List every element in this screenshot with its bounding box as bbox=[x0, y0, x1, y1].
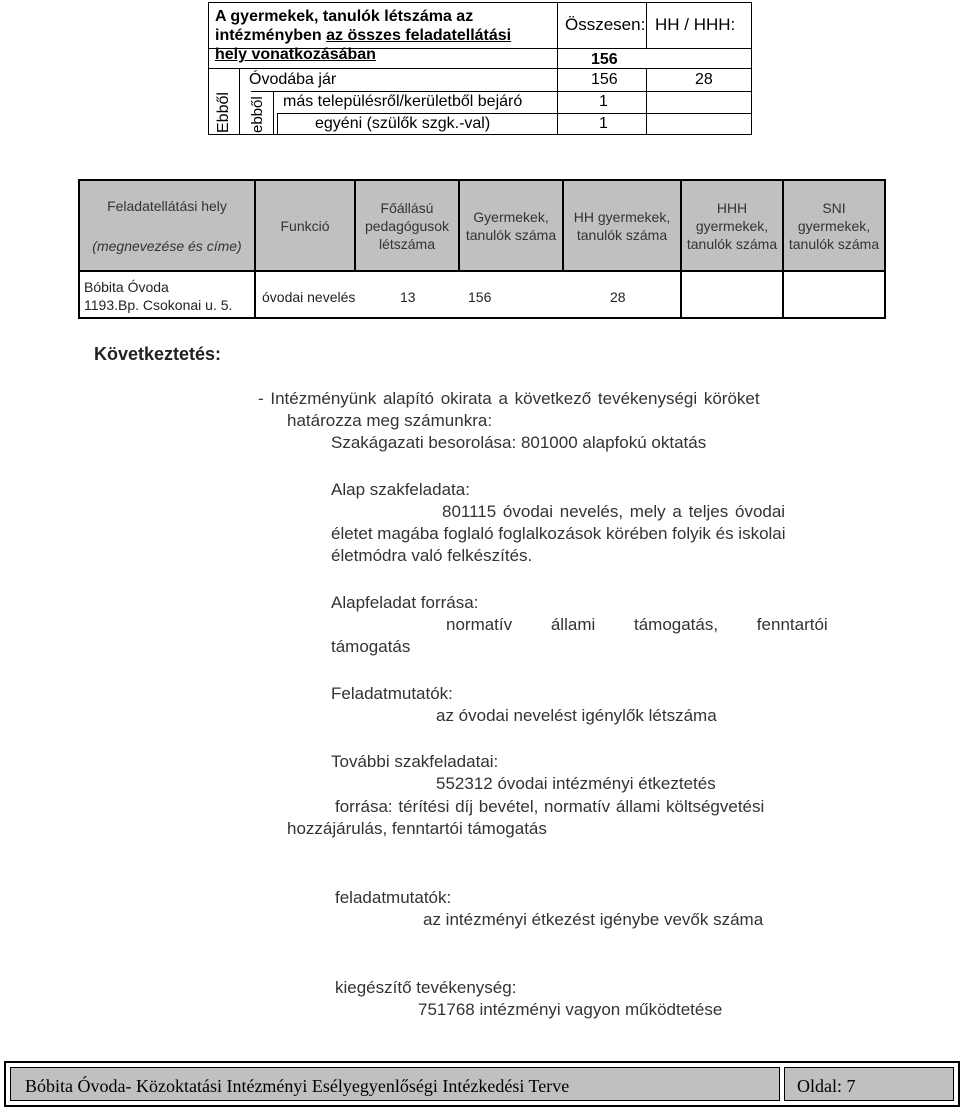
page-footer bbox=[4, 1061, 960, 1107]
conclusion-heading: Következtetés: bbox=[94, 344, 222, 364]
header-line: tanulók száma bbox=[686, 235, 778, 252]
summary-title-line2: intézményben az összes feladatellátási bbox=[215, 27, 512, 44]
para1-line1: - Intézményünk alapító okirata a következő tevékenységi köröket bbox=[258, 389, 760, 408]
header-line: Gyermekek, bbox=[473, 208, 549, 225]
footer-title-box bbox=[10, 1067, 780, 1101]
col-divider bbox=[680, 272, 682, 319]
row-label: más településről/kerületből bejáró bbox=[283, 93, 523, 110]
header-hh bbox=[562, 181, 680, 270]
header-hh: HH / HHH: bbox=[655, 15, 736, 34]
indicators-value: az óvodai nevelést igénylők létszáma bbox=[436, 706, 717, 725]
header-total: Összesen: bbox=[565, 15, 646, 34]
header-teachers bbox=[354, 181, 458, 270]
supplementary-value: 751768 intézményi vagyon működtetése bbox=[418, 1000, 723, 1019]
basic-task-line3: életmódra való felkészítés. bbox=[331, 546, 533, 565]
header-children bbox=[458, 181, 562, 270]
header-place bbox=[80, 181, 254, 270]
children-value: 156 bbox=[468, 289, 492, 305]
header-line: tanulók száma bbox=[465, 226, 557, 243]
row-total: 1 bbox=[599, 93, 608, 110]
footer-page: Oldal: 7 bbox=[797, 1076, 856, 1096]
header-line: tanulók száma bbox=[576, 226, 668, 243]
further-label: További szakfeladatai: bbox=[331, 752, 499, 771]
further-line1: 552312 óvodai intézményi étkeztetés bbox=[436, 774, 716, 793]
side-label-inner: ebből bbox=[249, 96, 266, 133]
footer-title: Bóbita Óvoda- Közoktatási Intézményi Esélyegyenlőségi Intézkedési Terve bbox=[25, 1076, 570, 1096]
basic-task-line2: életet magába foglaló foglalkozások körében folyik és iskolai bbox=[331, 524, 786, 543]
header-line: gyermekek, bbox=[695, 217, 769, 234]
header-line: HHH bbox=[716, 199, 748, 216]
place-name: Bóbita Óvoda bbox=[84, 279, 169, 295]
header-line: tanulók száma bbox=[788, 235, 880, 252]
para1-line3: Szakágazati besorolása: 801000 alapfokú oktatás bbox=[331, 433, 707, 452]
col-divider bbox=[254, 272, 256, 319]
basic-task-label: Alap szakfeladata: bbox=[331, 480, 470, 499]
col-divider bbox=[646, 3, 647, 48]
row-divider bbox=[277, 113, 751, 114]
header-line: Főállású bbox=[380, 199, 434, 216]
header-line: HH gyermekek, bbox=[573, 208, 671, 225]
para1-line2: határozza meg számunkra: bbox=[287, 411, 493, 430]
row-divider bbox=[251, 91, 751, 92]
source-label: Alapfeladat forrása: bbox=[331, 593, 479, 612]
further-line3: hozzájárulás, fenntartói támogatás bbox=[287, 819, 547, 838]
detail-table bbox=[78, 179, 886, 319]
col-divider bbox=[557, 3, 558, 134]
col-divider bbox=[239, 68, 240, 134]
header-place-line1: Feladatellátási hely bbox=[107, 197, 227, 214]
footer-page-box bbox=[784, 1067, 954, 1101]
source-line1: normatív állami támogatás, fenntartói bbox=[446, 615, 828, 634]
summary-title-line3: hely vonatkozásában bbox=[215, 46, 376, 63]
summary-table bbox=[208, 2, 752, 135]
side-label-outer: Ebből bbox=[215, 92, 232, 133]
row-divider bbox=[209, 68, 751, 69]
indicators-label: Feladatmutatók: bbox=[331, 684, 453, 703]
col-divider bbox=[277, 113, 278, 134]
row-total: 1 bbox=[599, 115, 608, 132]
header-hhh bbox=[680, 181, 782, 270]
further-indicators-label: feladatmutatók: bbox=[335, 888, 452, 907]
col-divider bbox=[273, 91, 274, 134]
row-label: Óvodába jár bbox=[249, 71, 337, 88]
row-total: 156 bbox=[591, 71, 618, 88]
further-line2: forrása: térítési díj bevétel, normatív állami költségvetési bbox=[335, 797, 765, 816]
supplementary-label: kiegészítő tevékenység: bbox=[335, 978, 517, 997]
teachers-value: 13 bbox=[400, 289, 416, 305]
row-hh: 28 bbox=[695, 71, 713, 88]
summary-title-line1: A gyermekek, tanulók létszáma az bbox=[215, 8, 474, 25]
col-divider bbox=[646, 68, 647, 134]
basic-task-line1: 801115 óvodai nevelés, mely a teljes óvodai bbox=[442, 502, 786, 521]
place-address: 1193.Bp. Csokonai u. 5. bbox=[84, 297, 233, 313]
further-indicators-value: az intézményi étkezést igénybe vevők száma bbox=[423, 910, 764, 929]
total-value: 156 bbox=[591, 51, 618, 68]
function-value: óvodai nevelés bbox=[262, 289, 356, 305]
header-line: gyermekek, bbox=[797, 217, 871, 234]
col-divider bbox=[782, 272, 784, 319]
header-place-line2: (megnevezése és címe) bbox=[92, 237, 242, 254]
header-divider bbox=[80, 270, 884, 272]
header-line: SNI bbox=[822, 199, 846, 216]
header-function: Funkció bbox=[254, 181, 354, 270]
header-line: pedagógusok bbox=[364, 217, 450, 234]
header-sni bbox=[782, 181, 884, 270]
header-line: létszáma bbox=[378, 235, 436, 252]
source-line2: támogatás bbox=[331, 637, 411, 656]
hh-value: 28 bbox=[610, 289, 626, 305]
row-label: egyéni (szülők szgk.-val) bbox=[315, 115, 491, 132]
